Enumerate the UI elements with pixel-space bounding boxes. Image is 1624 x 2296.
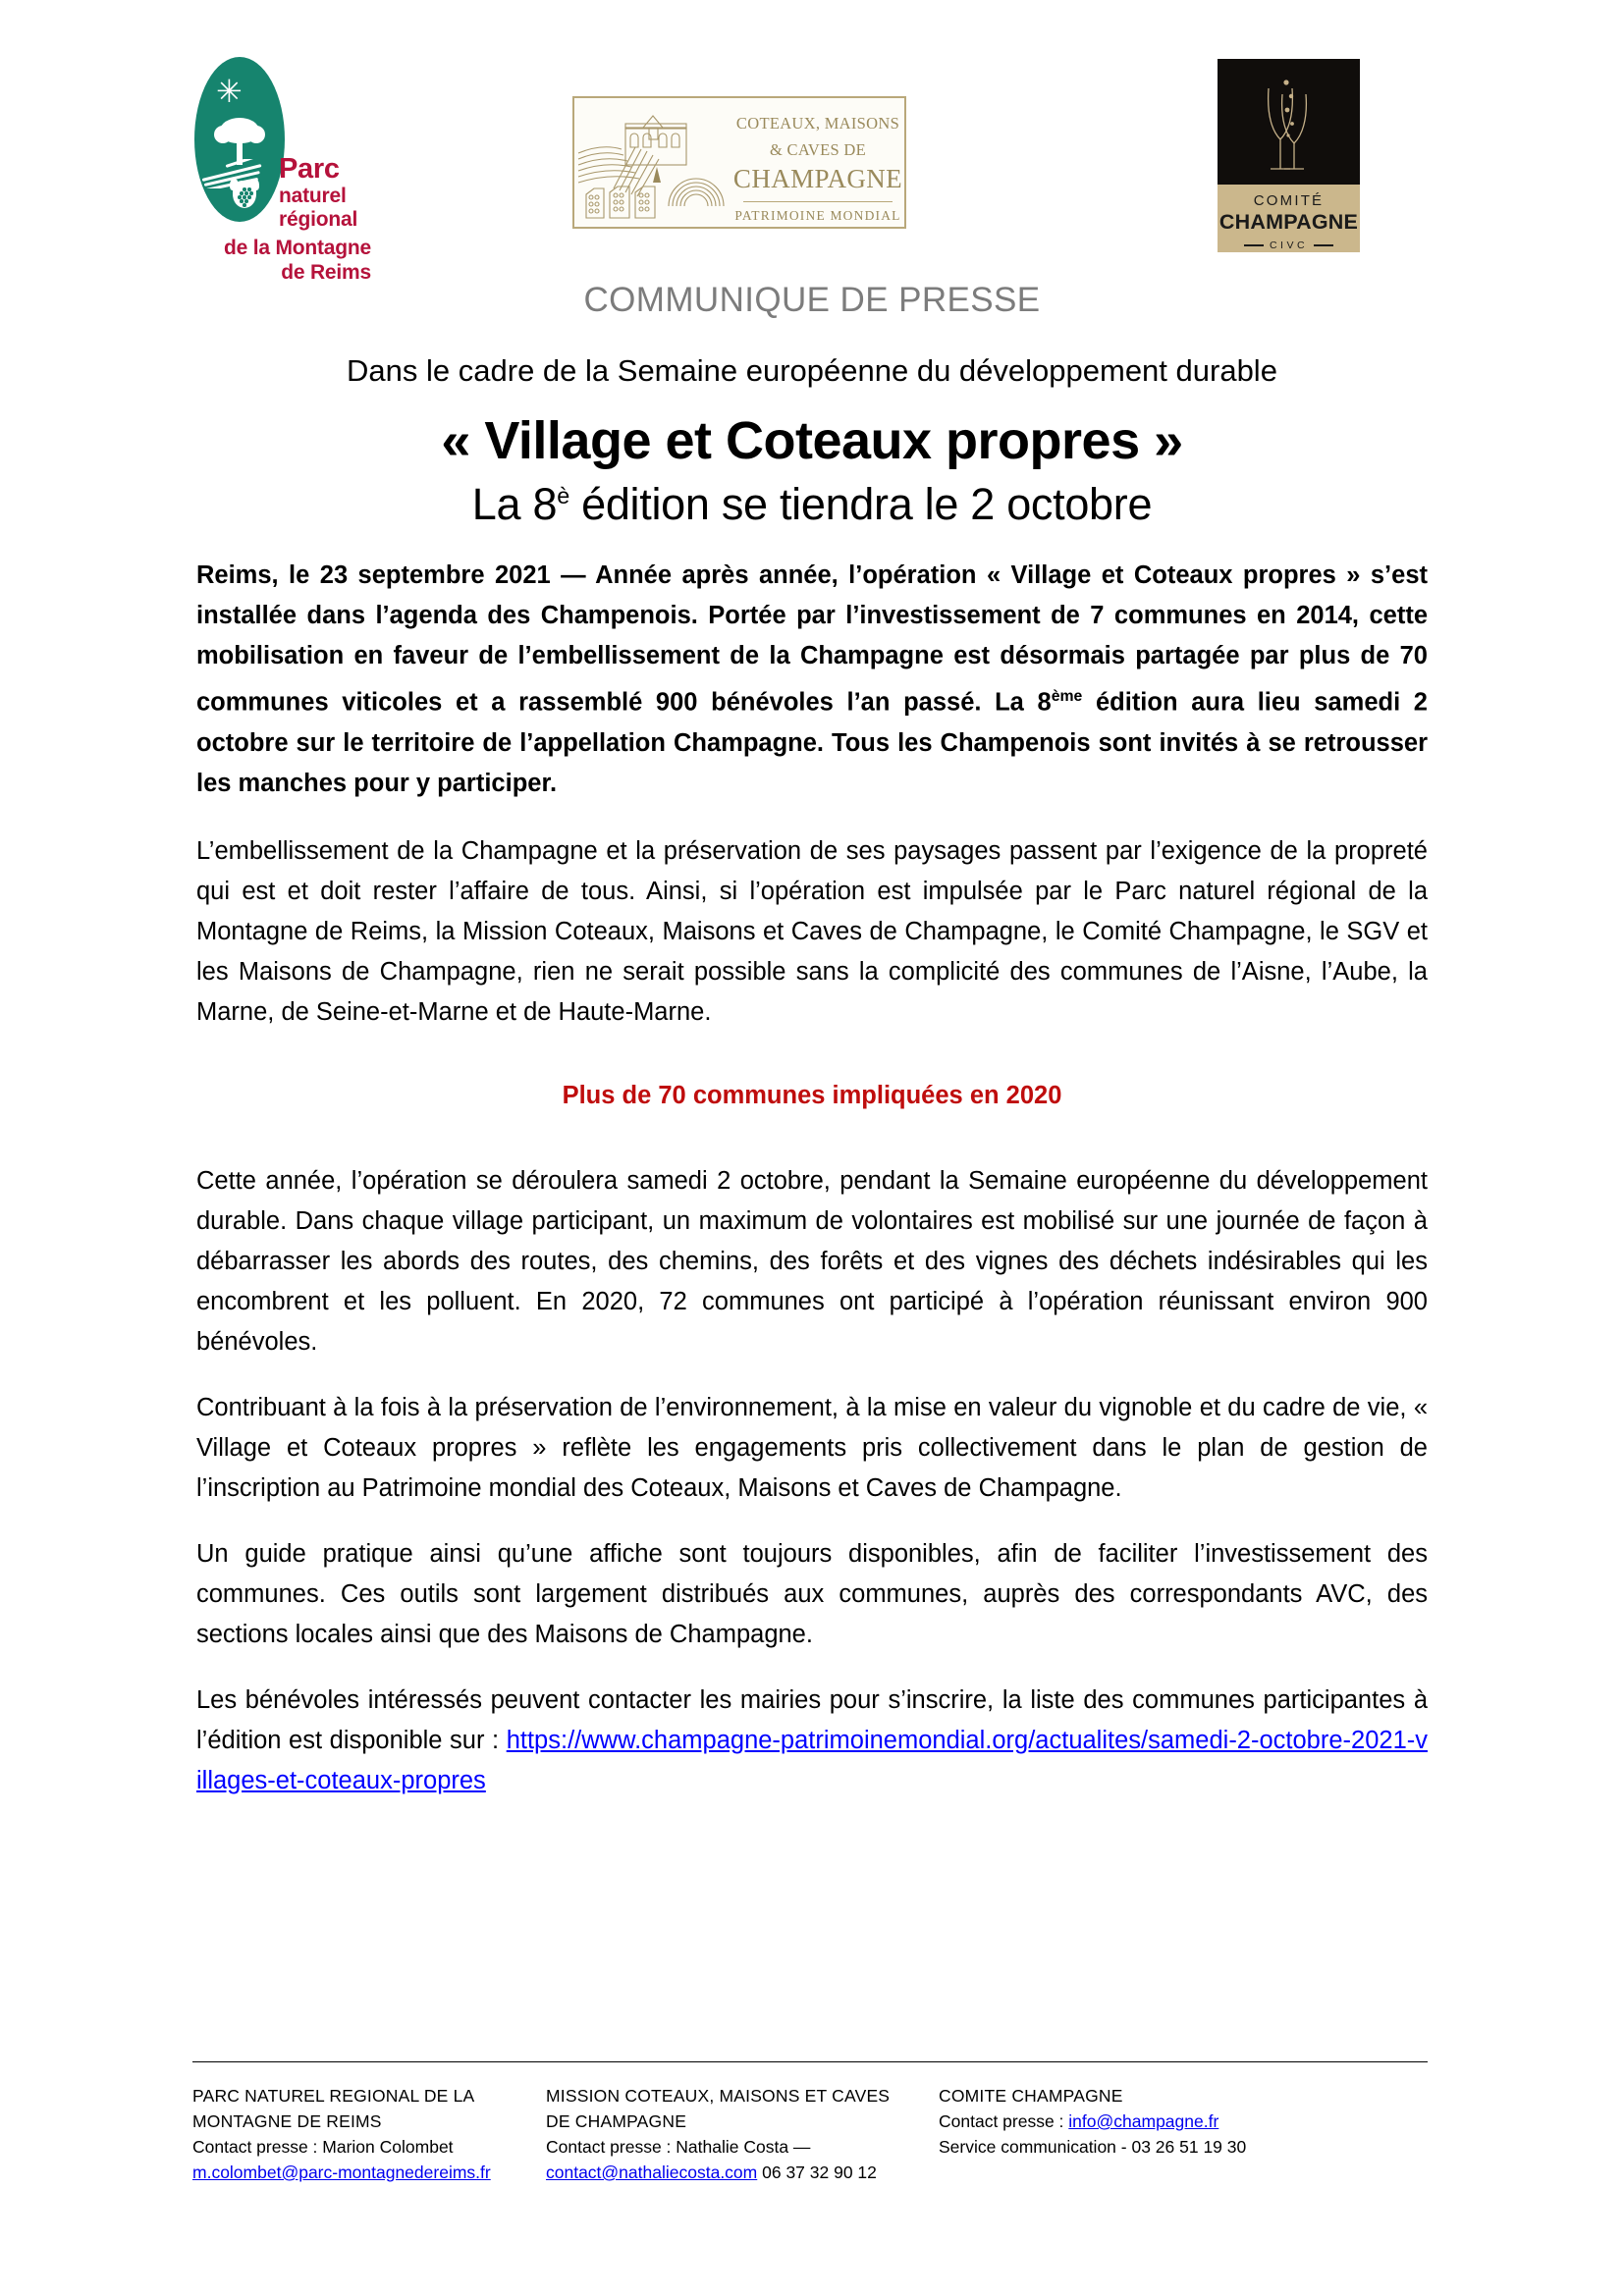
document-body	[196, 556, 1428, 1801]
lead-paragraph-part2: édition aura lieu samedi 2 octobre sur le territoire de l’appellation Champagne. Tous les Champenois sont invités à se retrousser les manches pour y participer.	[196, 688, 1428, 797]
lead-ordinal: ème	[1051, 688, 1083, 705]
grape-icon	[230, 177, 259, 208]
cmc-line-coteaux-maisons: COTEAUX, MAISONS	[735, 114, 900, 133]
footer-org-line1: COMITE CHAMPAGNE	[939, 2086, 1123, 2106]
section-heading: Plus de 70 communes impliquées en 2020	[562, 1081, 1062, 1109]
paragraph-6	[196, 1681, 1428, 1801]
paragraph-3: Cette année, l’opération se déroulera samedi 2 octobre, pendant la Semaine européenne du développement durable. Dans chaque village participant, un maximum de volontaires est mobilisé sur une journée de façon à débarrasser les abords des routes, des chemins, des forêts et des vignes des déchets indésirables qui les encombrent et les polluent. En 2020, 72 communes ont participé à l’opération réunissant environ 900 bénévoles.	[196, 1166, 1428, 1356]
page-subtitle	[0, 479, 1624, 530]
pnr-wordmark-location	[194, 236, 371, 285]
footer-email-link[interactable]: contact@nathaliecosta.com	[546, 2163, 758, 2182]
pnr-wordmark-regional: régional	[279, 208, 358, 231]
grape-dots-icon	[237, 187, 253, 204]
lead-paragraph-part1: Reims, le 23 septembre 2021 — Année après année, l’opération « Village et Coteaux propres » s’est installée dans l’agenda des Champenois. Portée par l’investissement de 7 communes en 2014, cette mobilisation en faveur de l’embellissement de la Champagne est désormais partagée par plus de 70 communes viticoles et a rassemblé 900 bénévoles l’an passé. La 8	[196, 561, 1428, 717]
footer-phone: 06 37 32 90 12	[757, 2163, 877, 2182]
cc-line-civc: CIVC	[1218, 240, 1360, 251]
page-subtitle-after: édition se tiendra le 2 octobre	[568, 479, 1153, 529]
footer-divider	[192, 2061, 1428, 2062]
comite-champagne-logo	[1218, 59, 1360, 252]
paragraph-5: Un guide pratique ainsi qu’une affiche sont toujours disponibles, afin de faciliter l’investissement des communes. Ces outils sont largement distribués aux communes, auprès des correspondants AVC, des sections locales ainsi que des Maisons de Champagne.	[196, 1539, 1428, 1648]
footer-org-line2: MONTAGNE DE REIMS	[192, 2111, 382, 2131]
pnr-wordmark-montagne: de la Montagne	[223, 237, 371, 259]
footer-org-line2: DE CHAMPAGNE	[546, 2111, 687, 2131]
cc-line-champagne: CHAMPAGNE	[1218, 210, 1359, 234]
vineyard-illustration-icon	[574, 98, 731, 227]
press-release-label: COMMUNIQUE DE PRESSE	[583, 281, 1041, 319]
footer-email-link[interactable]: info@champagne.fr	[1068, 2111, 1219, 2131]
cmc-line-champagne: CHAMPAGNE	[732, 164, 903, 193]
lead-paragraph	[196, 556, 1428, 804]
footer-column-comite	[939, 2083, 1400, 2185]
cc-line-comite: COMITÉ	[1253, 192, 1325, 209]
footer-org-line1: PARC NATUREL REGIONAL DE LA	[192, 2086, 475, 2106]
page-subtitle-before: La 8	[471, 479, 558, 529]
cmc-line-caves-de: & CAVES DE	[769, 140, 867, 159]
logo-header-row	[0, 0, 1624, 294]
footer-service-line: Service communication - 03 26 51 19 30	[939, 2137, 1247, 2157]
coteaux-maisons-caves-logo	[572, 96, 906, 229]
paragraph-2: L’embellissement de la Champagne et la préservation de ses paysages passent par l’exigence de la propreté qui est et doit rester l’affaire de tous. Ainsi, si l’opération est impulsée par le Parc naturel régional de la Montagne de Reims, la Mission Coteaux, Maisons et Caves de Champagne, le Comité Champagne, le SGV et les Maisons de Champagne, rien ne serait possible sans la complicité des communes de l’Aisne, l’Aube, la Marne, de Seine-et-Marne et de Haute-Marne.	[196, 836, 1428, 1026]
pnr-wordmark-naturel: naturel	[279, 185, 347, 207]
footer-org-line1: MISSION COTEAUX, MAISONS ET CAVES	[546, 2086, 891, 2106]
champagne-flutes-icon	[1218, 59, 1360, 185]
footer-column-pnr	[192, 2083, 546, 2185]
footer-contact-name: Contact presse : Marion Colombet	[192, 2137, 454, 2157]
footer-contact-name	[939, 2109, 1380, 2134]
footer-contact-name: Contact presse : Nathalie Costa —	[546, 2137, 811, 2157]
cmc-wordmark	[731, 104, 904, 227]
parc-naturel-regional-logo	[194, 57, 371, 285]
footer-contacts	[192, 2083, 1428, 2185]
sun-star-icon: ✳	[216, 74, 243, 109]
footer-email-link[interactable]: m.colombet@parc-montagnedereims.fr	[192, 2163, 491, 2182]
cmc-divider	[743, 201, 893, 202]
cmc-line-patrimoine-mondial: PATRIMOINE MONDIAL	[734, 208, 901, 223]
footer-contact-label: Contact presse :	[939, 2111, 1069, 2131]
pnr-wordmark-reims: de Reims	[281, 261, 371, 284]
page-subtitle-ordinal: è	[557, 483, 569, 508]
registration-link[interactable]: https://www.champagne-patrimoinemondial.org/actualites/samedi-2-octobre-2021-villages-et-coteaux-propres	[196, 1726, 1428, 1794]
paragraph-4: Contribuant à la fois à la préservation de l’environnement, à la mise en valeur du vignoble et du cadre de vie, « Village et Coteaux propres » reflète les engagements pris collectivement dans le plan de gestion de l’inscription au Patrimoine mondial des Coteaux, Maisons et Caves de Champagne.	[196, 1393, 1428, 1502]
eyebrow-heading: Dans le cadre de la Semaine européenne du développement durable	[347, 353, 1277, 388]
paragraph-6-text: Les bénévoles intéressés peuvent contacter les mairies pour s’inscrire, la liste des communes participantes à l’édition est disponible sur :	[196, 1685, 1428, 1754]
footer-column-mission	[546, 2083, 939, 2185]
pnr-wordmark-parc: Parc	[279, 153, 340, 185]
pnr-wordmark-naturel-regional	[279, 185, 357, 232]
page-title: « Village et Coteaux propres »	[441, 411, 1183, 470]
comite-champagne-wordmark	[1218, 185, 1360, 252]
